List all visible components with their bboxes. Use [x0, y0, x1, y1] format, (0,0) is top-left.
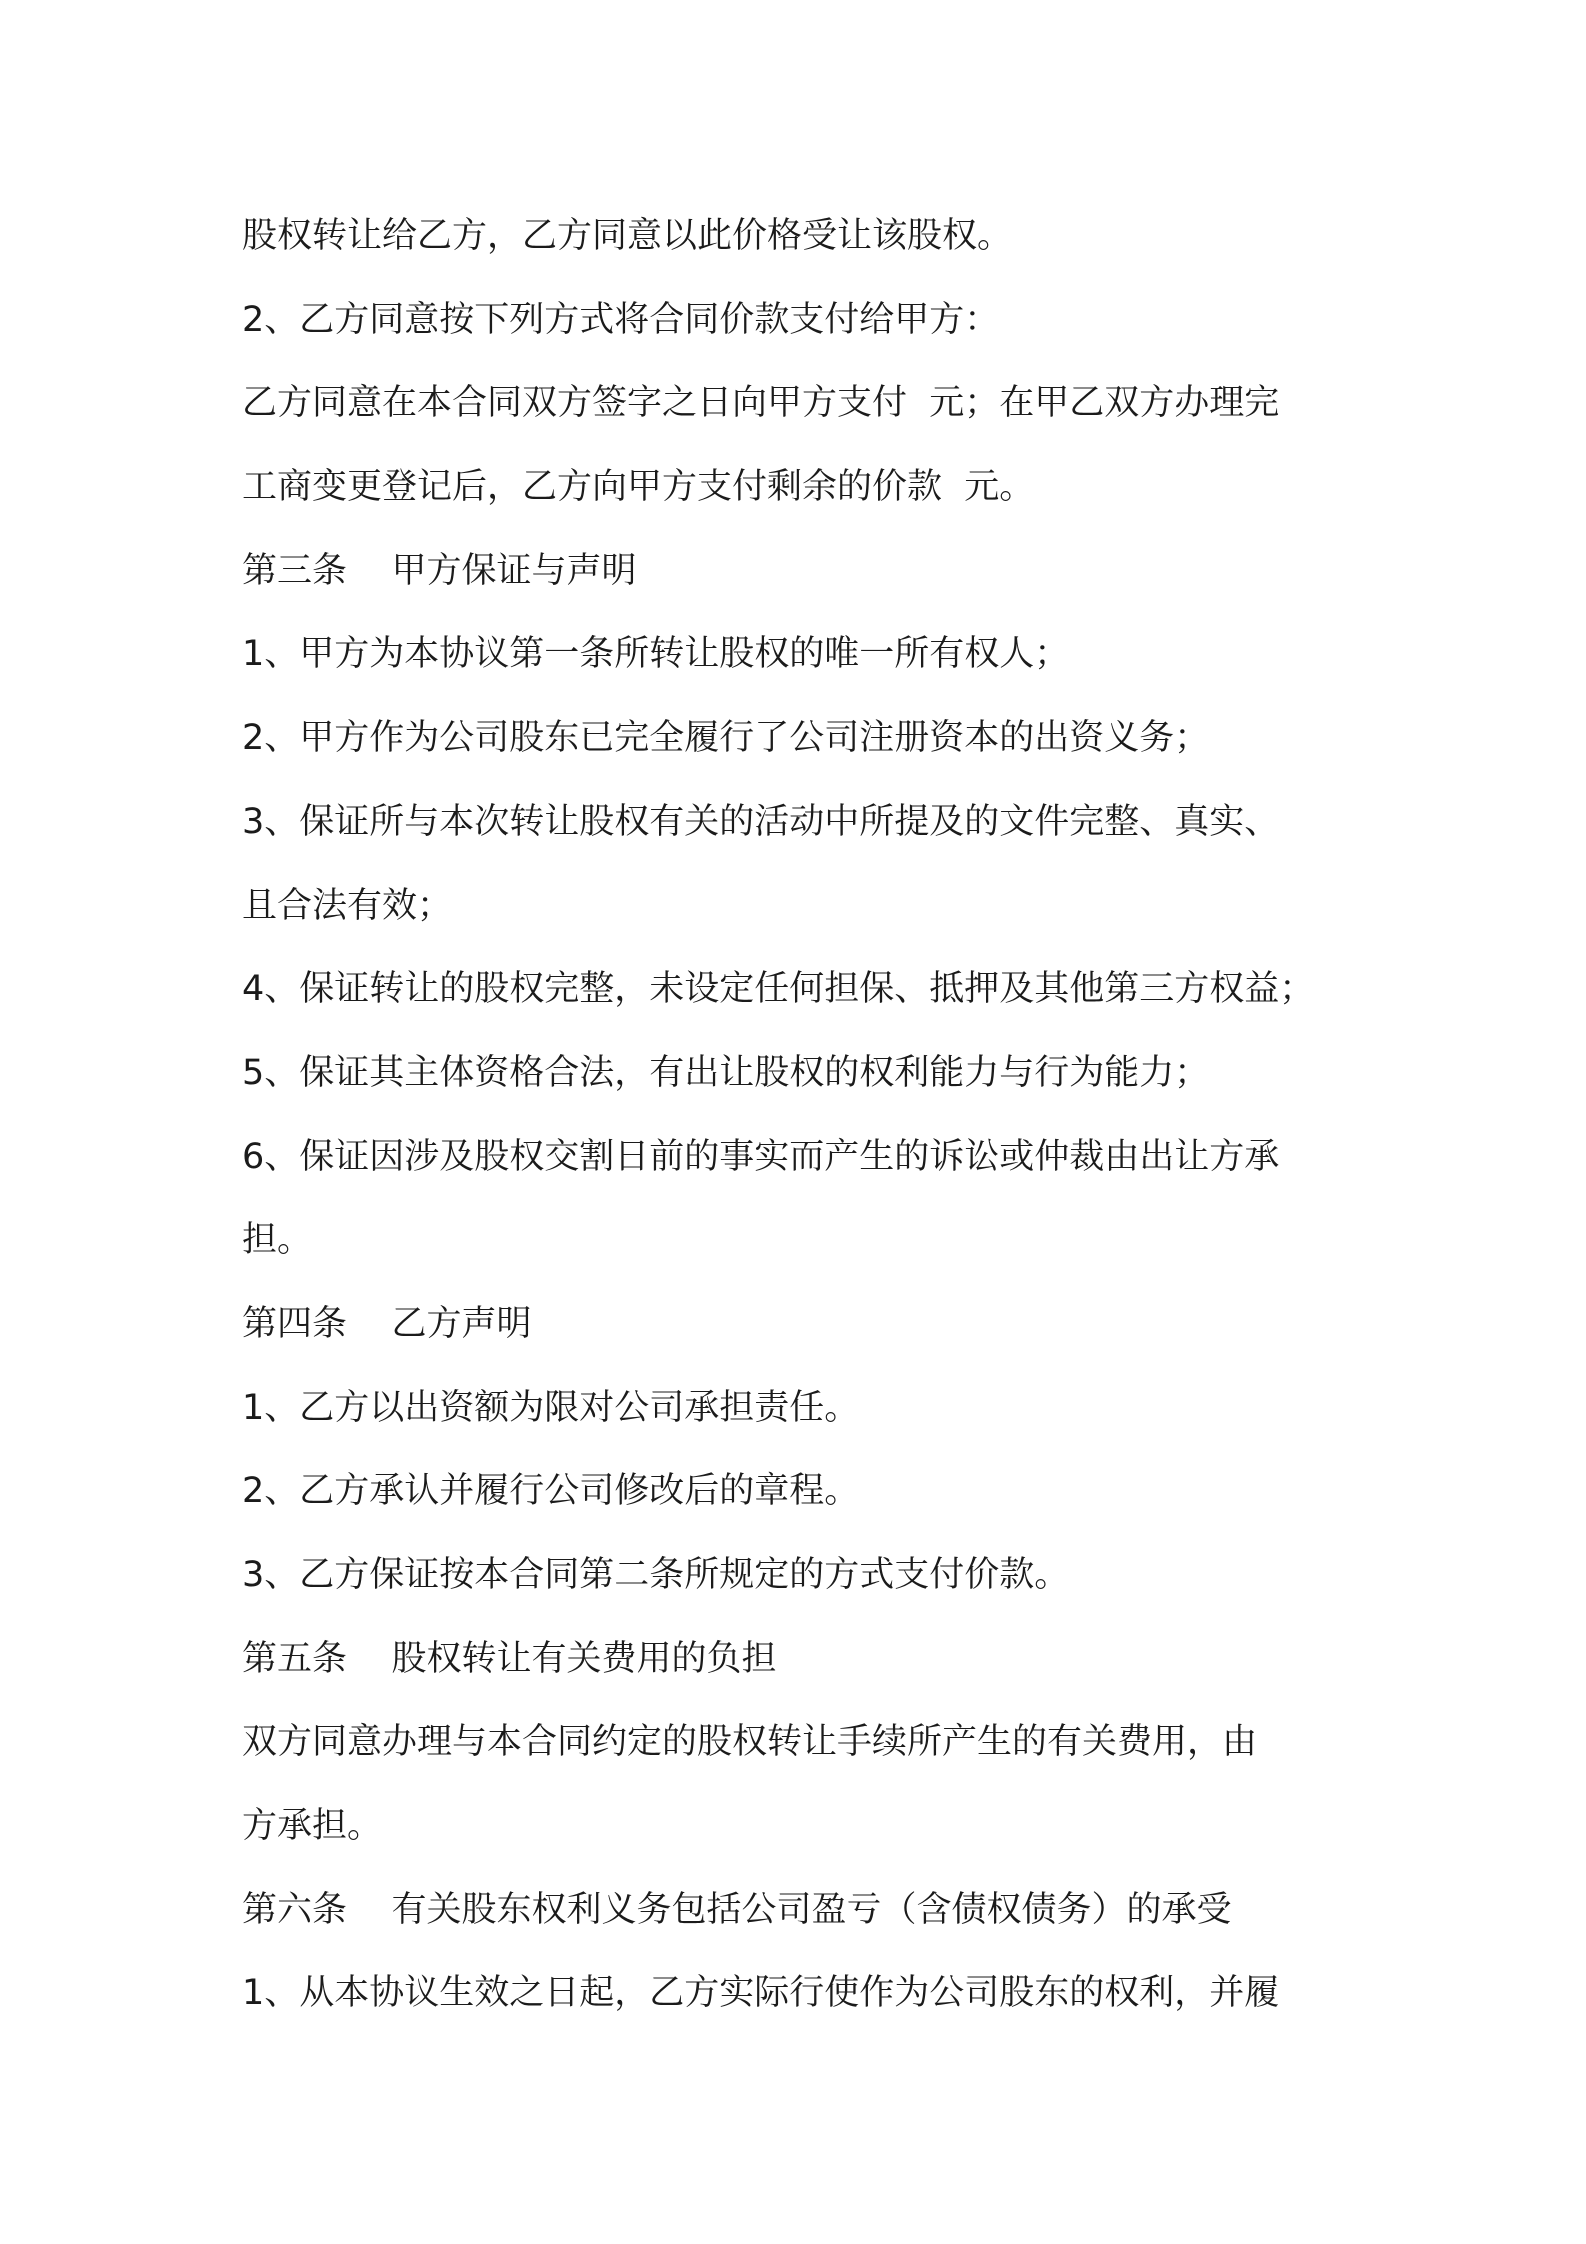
- text-line: 1、从本协议生效之日起，乙方实际行使作为公司股东的权利，并履: [242, 1973, 1280, 2014]
- text-line: 股权转让给乙方，乙方同意以此价格受让该股权。: [242, 216, 1013, 256]
- document-body: [242, 195, 1382, 2036]
- text-line: 且合法有效；: [242, 885, 453, 926]
- text-line: 2、乙方承认并履行公司修改后的章程。: [242, 1471, 860, 1512]
- section-heading: 第四条 乙方声明: [242, 1303, 532, 1344]
- text-line: 1、乙方以出资额为限对公司承担责任。: [242, 1387, 860, 1428]
- text-line: 工商变更登记后，乙方向甲方支付剩余的价款 元。: [242, 467, 1035, 508]
- text-line: 2、甲方作为公司股东已完全履行了公司注册资本的出资义务；: [242, 718, 1210, 759]
- section-heading: 第三条 甲方保证与声明: [242, 550, 637, 591]
- text-line: 2、乙方同意按下列方式将合同价款支付给甲方：: [242, 299, 1000, 340]
- text-line: 3、保证所与本次转让股权有关的活动中所提及的文件完整、真实、: [242, 801, 1280, 842]
- text-line: 3、乙方保证按本合同第二条所规定的方式支付价款。: [242, 1555, 1070, 1595]
- text-line: 方承担。: [242, 1806, 383, 1847]
- text-line: 6、保证因涉及股权交割日前的事实而产生的诉讼或仲裁由出让方承: [242, 1136, 1280, 1177]
- text-line: 乙方同意在本合同双方签字之日向甲方支付 元；在甲乙双方办理完: [242, 383, 1280, 424]
- text-line: 双方同意办理与本合同约定的股权转让手续所产生的有关费用，由: [242, 1722, 1258, 1763]
- section-heading: 第六条 有关股东权利义务包括公司盈亏（含债权债务）的承受: [242, 1889, 1232, 1930]
- text-line: 4、保证转让的股权完整，未设定任何担保、抵押及其他第三方权益；: [242, 969, 1315, 1010]
- text-line: 5、保证其主体资格合法，有出让股权的权利能力与行为能力；: [242, 1052, 1210, 1093]
- text-line: 担。: [242, 1220, 313, 1261]
- section-heading: 第五条 股权转让有关费用的负担: [242, 1638, 777, 1679]
- text-line: 1、甲方为本协议第一条所转让股权的唯一所有权人；: [242, 634, 1070, 675]
